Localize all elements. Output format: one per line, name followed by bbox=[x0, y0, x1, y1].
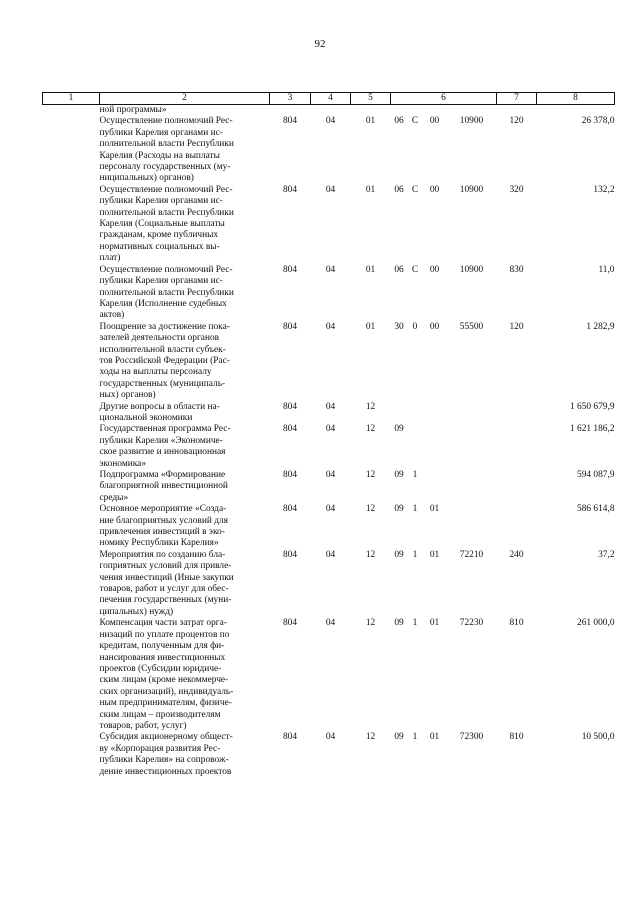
cell-empty bbox=[43, 265, 100, 322]
cell-empty bbox=[43, 322, 100, 402]
cell-department: 804 bbox=[282, 424, 298, 435]
cell-subprogram: 1 bbox=[412, 732, 418, 743]
cell-subsection: 12 bbox=[365, 401, 376, 412]
table-row bbox=[43, 504, 615, 550]
cell-program: 06 bbox=[394, 184, 404, 195]
cell-description: Осуществление полномочий Рес- публики Карелия органами ис- полнительной власти Республики Карелия (Социальные выплаты гражданам, кроме публичных нормативных социальных вы- плат) bbox=[99, 184, 234, 264]
table-row bbox=[43, 402, 615, 425]
cell-amount: 594 087,9 bbox=[577, 470, 615, 480]
cell-department: 804 bbox=[282, 264, 298, 275]
cell-program: 09 bbox=[394, 618, 404, 629]
cell-subprogram: С bbox=[411, 264, 419, 275]
cell-description: Государственная программа Рес- публики Карелия «Экономиче- ское развитие и инновационная экономика» bbox=[99, 424, 231, 469]
cell-description: Подпрограмма «Формирование благоприятной инвестиционной среды» bbox=[99, 470, 228, 503]
cell-department: 804 bbox=[282, 549, 298, 560]
cell-empty bbox=[43, 550, 100, 618]
cell-subprogram bbox=[408, 424, 423, 470]
cell-empty bbox=[43, 402, 100, 425]
cell-subsection: 01 bbox=[365, 321, 376, 332]
cell-empty bbox=[43, 504, 100, 550]
cell-program: 09 bbox=[394, 504, 404, 515]
cell-direction bbox=[447, 105, 497, 117]
cell-empty bbox=[43, 618, 100, 732]
cell-subprogram: С bbox=[411, 116, 419, 127]
cell-empty bbox=[43, 185, 100, 265]
cell-section: 04 bbox=[325, 116, 336, 127]
cell-department: 804 bbox=[282, 732, 298, 743]
cell-direction: 10900 bbox=[459, 264, 484, 275]
cell-amount bbox=[537, 105, 615, 117]
cell-expense-type bbox=[497, 470, 537, 504]
column-header-5: 5 bbox=[351, 93, 391, 105]
cell-section: 04 bbox=[325, 401, 336, 412]
cell-activity bbox=[423, 105, 447, 117]
cell-amount: 26 378,0 bbox=[581, 116, 615, 127]
cell-subsection: 12 bbox=[365, 732, 376, 743]
cell-expense-type: 320 bbox=[509, 184, 524, 195]
cell-amount: 10 500,0 bbox=[581, 732, 615, 743]
cell-program: 06 bbox=[394, 264, 404, 275]
cell-description: Субсидия акционерному общест- ву «Корпорация развития Рес- публики Карелия» на сопровож- дение инвестиционных проектов bbox=[99, 732, 233, 777]
cell-program: 09 bbox=[394, 549, 404, 560]
cell-activity: 01 bbox=[429, 618, 440, 629]
cell-department: 804 bbox=[282, 401, 298, 412]
cell-empty bbox=[43, 105, 100, 117]
cell-direction: 55500 bbox=[459, 321, 484, 332]
table-row bbox=[43, 116, 615, 184]
cell-section bbox=[311, 105, 351, 117]
cell-program: 09 bbox=[394, 424, 404, 435]
table-row bbox=[43, 322, 615, 402]
cell-direction: 10900 bbox=[459, 184, 484, 195]
cell-section: 04 bbox=[325, 470, 336, 480]
cell-program: 06 bbox=[394, 116, 404, 127]
column-header-4: 4 bbox=[311, 93, 351, 105]
cell-direction: 72210 bbox=[459, 549, 484, 560]
cell-direction bbox=[447, 470, 497, 504]
cell-program: 09 bbox=[394, 470, 404, 480]
cell-expense-type: 810 bbox=[509, 618, 524, 629]
cell-subsection: 12 bbox=[365, 549, 376, 560]
cell-direction bbox=[447, 424, 497, 470]
cell-amount: 1 650 679,9 bbox=[569, 401, 615, 412]
cell-subprogram: 1 bbox=[412, 549, 418, 560]
cell-subprogram: С bbox=[411, 184, 419, 195]
cell-section: 04 bbox=[325, 504, 336, 515]
column-header-1: 1 bbox=[43, 93, 100, 105]
column-header-2: 2 bbox=[100, 93, 270, 105]
cell-section: 04 bbox=[325, 618, 336, 629]
cell-description: Осуществление полномочий Рес- публики Карелия органами ис- полнительной власти Республики Карелия (Исполнение судебных актов) bbox=[99, 264, 234, 321]
cell-activity bbox=[423, 402, 447, 425]
cell-program: 09 bbox=[394, 732, 404, 743]
cell-activity: 00 bbox=[429, 116, 440, 127]
table-row bbox=[43, 732, 615, 778]
cell-activity: 00 bbox=[429, 264, 440, 275]
cell-activity: 00 bbox=[429, 184, 440, 195]
cell-expense-type: 830 bbox=[509, 264, 524, 275]
cell-subsection bbox=[351, 105, 391, 117]
cell-direction: 10900 bbox=[459, 116, 484, 127]
cell-program bbox=[391, 402, 408, 425]
cell-subsection: 12 bbox=[365, 424, 376, 435]
cell-description: Поощрение за достижение пока- зателей деятельности органов исполнительной власти субъек- тов Российской Федерации (Рас- ходы на выплаты персоналу государственных (муниципаль- ных) органов) bbox=[99, 321, 230, 401]
cell-program bbox=[391, 105, 408, 117]
cell-empty bbox=[43, 116, 100, 184]
cell-description: Компенсация части затрат орга- низаций по уплате процентов по кредитам, полученным для фи- нансирования инвестиционных проектов (Субсидии юридиче- ским лицам (кроме некоммерче- ских организаций), индивидуаль- ным предпринимателям, физиче- ским лицам – производителям товаров, работ, услуг) bbox=[99, 618, 234, 731]
cell-expense-type bbox=[497, 105, 537, 117]
cell-department: 804 bbox=[282, 618, 298, 629]
cell-direction bbox=[447, 402, 497, 425]
cell-subprogram: 0 bbox=[412, 321, 418, 332]
cell-direction bbox=[447, 504, 497, 550]
cell-department: 804 bbox=[282, 321, 298, 332]
cell-description: Мероприятия по созданию бла- гоприятных условий для привле- чения инвестиций (Иные закупки товаров, работ и услуг для обес- печения государственных (муни- ципальных) нужд) bbox=[99, 549, 234, 617]
cell-direction: 72230 bbox=[459, 618, 484, 629]
table-row bbox=[43, 550, 615, 618]
column-header-6: 6 bbox=[391, 93, 497, 105]
cell-section: 04 bbox=[325, 184, 336, 195]
cell-subprogram: 1 bbox=[412, 618, 418, 629]
column-header-3: 3 bbox=[270, 93, 311, 105]
cell-expense-type bbox=[497, 504, 537, 550]
cell-subprogram: 1 bbox=[412, 504, 418, 515]
cell-subsection: 01 bbox=[365, 184, 376, 195]
header-row bbox=[43, 93, 615, 105]
cell-department: 804 bbox=[282, 184, 298, 195]
cell-empty bbox=[43, 424, 100, 470]
cell-activity bbox=[423, 470, 447, 504]
cell-direction: 72300 bbox=[459, 732, 484, 743]
table-row bbox=[43, 265, 615, 322]
cell-program: 30 bbox=[394, 321, 404, 332]
cell-amount: 261 000,0 bbox=[577, 618, 615, 629]
cell-expense-type: 810 bbox=[509, 732, 524, 743]
cell-subsection: 12 bbox=[365, 618, 376, 629]
table-body bbox=[43, 105, 615, 778]
cell-description: Основное мероприятие «Созда- ние благоприятных условий для привлечения инвестиций в эко- номику Республики Карелия» bbox=[99, 504, 228, 549]
cell-description: ной программы» bbox=[99, 105, 167, 115]
cell-amount: 132,2 bbox=[593, 184, 615, 195]
column-header-8: 8 bbox=[537, 93, 615, 105]
cell-subprogram bbox=[408, 105, 423, 117]
cell-amount: 1 282,9 bbox=[586, 321, 615, 332]
budget-table bbox=[42, 92, 615, 778]
cell-expense-type: 120 bbox=[509, 321, 524, 332]
cell-expense-type: 120 bbox=[509, 116, 524, 127]
cell-expense-type bbox=[497, 424, 537, 470]
cell-activity: 01 bbox=[429, 549, 440, 560]
cell-activity: 01 bbox=[429, 732, 440, 743]
cell-section: 04 bbox=[325, 549, 336, 560]
cell-subsection: 12 bbox=[365, 470, 376, 480]
cell-section: 04 bbox=[325, 424, 336, 435]
cell-amount: 37,2 bbox=[598, 549, 615, 560]
cell-description: Другие вопросы в области на- циональной экономики bbox=[99, 401, 220, 423]
table-row bbox=[43, 105, 615, 117]
cell-department: 804 bbox=[282, 470, 298, 480]
cell-activity: 00 bbox=[429, 321, 440, 332]
cell-subprogram bbox=[408, 402, 423, 425]
table-row bbox=[43, 185, 615, 265]
cell-description: Осуществление полномочий Рес- публики Карелия органами ис- полнительной власти Республики Карелия (Расходы на выплаты персоналу государственных (му- ниципальных) органов) bbox=[99, 116, 234, 184]
cell-amount: 11,0 bbox=[598, 264, 615, 275]
cell-subsection: 01 bbox=[365, 264, 376, 275]
cell-section: 04 bbox=[325, 321, 336, 332]
cell-department: 804 bbox=[282, 504, 298, 515]
column-header-7: 7 bbox=[497, 93, 537, 105]
cell-activity: 01 bbox=[429, 504, 440, 515]
table-row bbox=[43, 618, 615, 732]
cell-expense-type bbox=[497, 402, 537, 425]
cell-section: 04 bbox=[325, 732, 336, 743]
cell-empty bbox=[43, 732, 100, 778]
cell-subprogram: 1 bbox=[412, 470, 418, 480]
cell-subsection: 12 bbox=[365, 504, 376, 515]
cell-amount: 1 621 186,2 bbox=[569, 424, 615, 435]
cell-amount: 586 614,8 bbox=[577, 504, 615, 515]
cell-department: 804 bbox=[282, 116, 298, 127]
cell-empty bbox=[43, 470, 100, 504]
cell-expense-type: 240 bbox=[509, 549, 524, 560]
cell-subsection: 01 bbox=[365, 116, 376, 127]
cell-activity bbox=[423, 424, 447, 470]
table-row bbox=[43, 470, 615, 504]
page-number: 92 bbox=[314, 38, 326, 50]
cell-section: 04 bbox=[325, 264, 336, 275]
table-row bbox=[43, 424, 615, 470]
cell-department bbox=[270, 105, 311, 117]
